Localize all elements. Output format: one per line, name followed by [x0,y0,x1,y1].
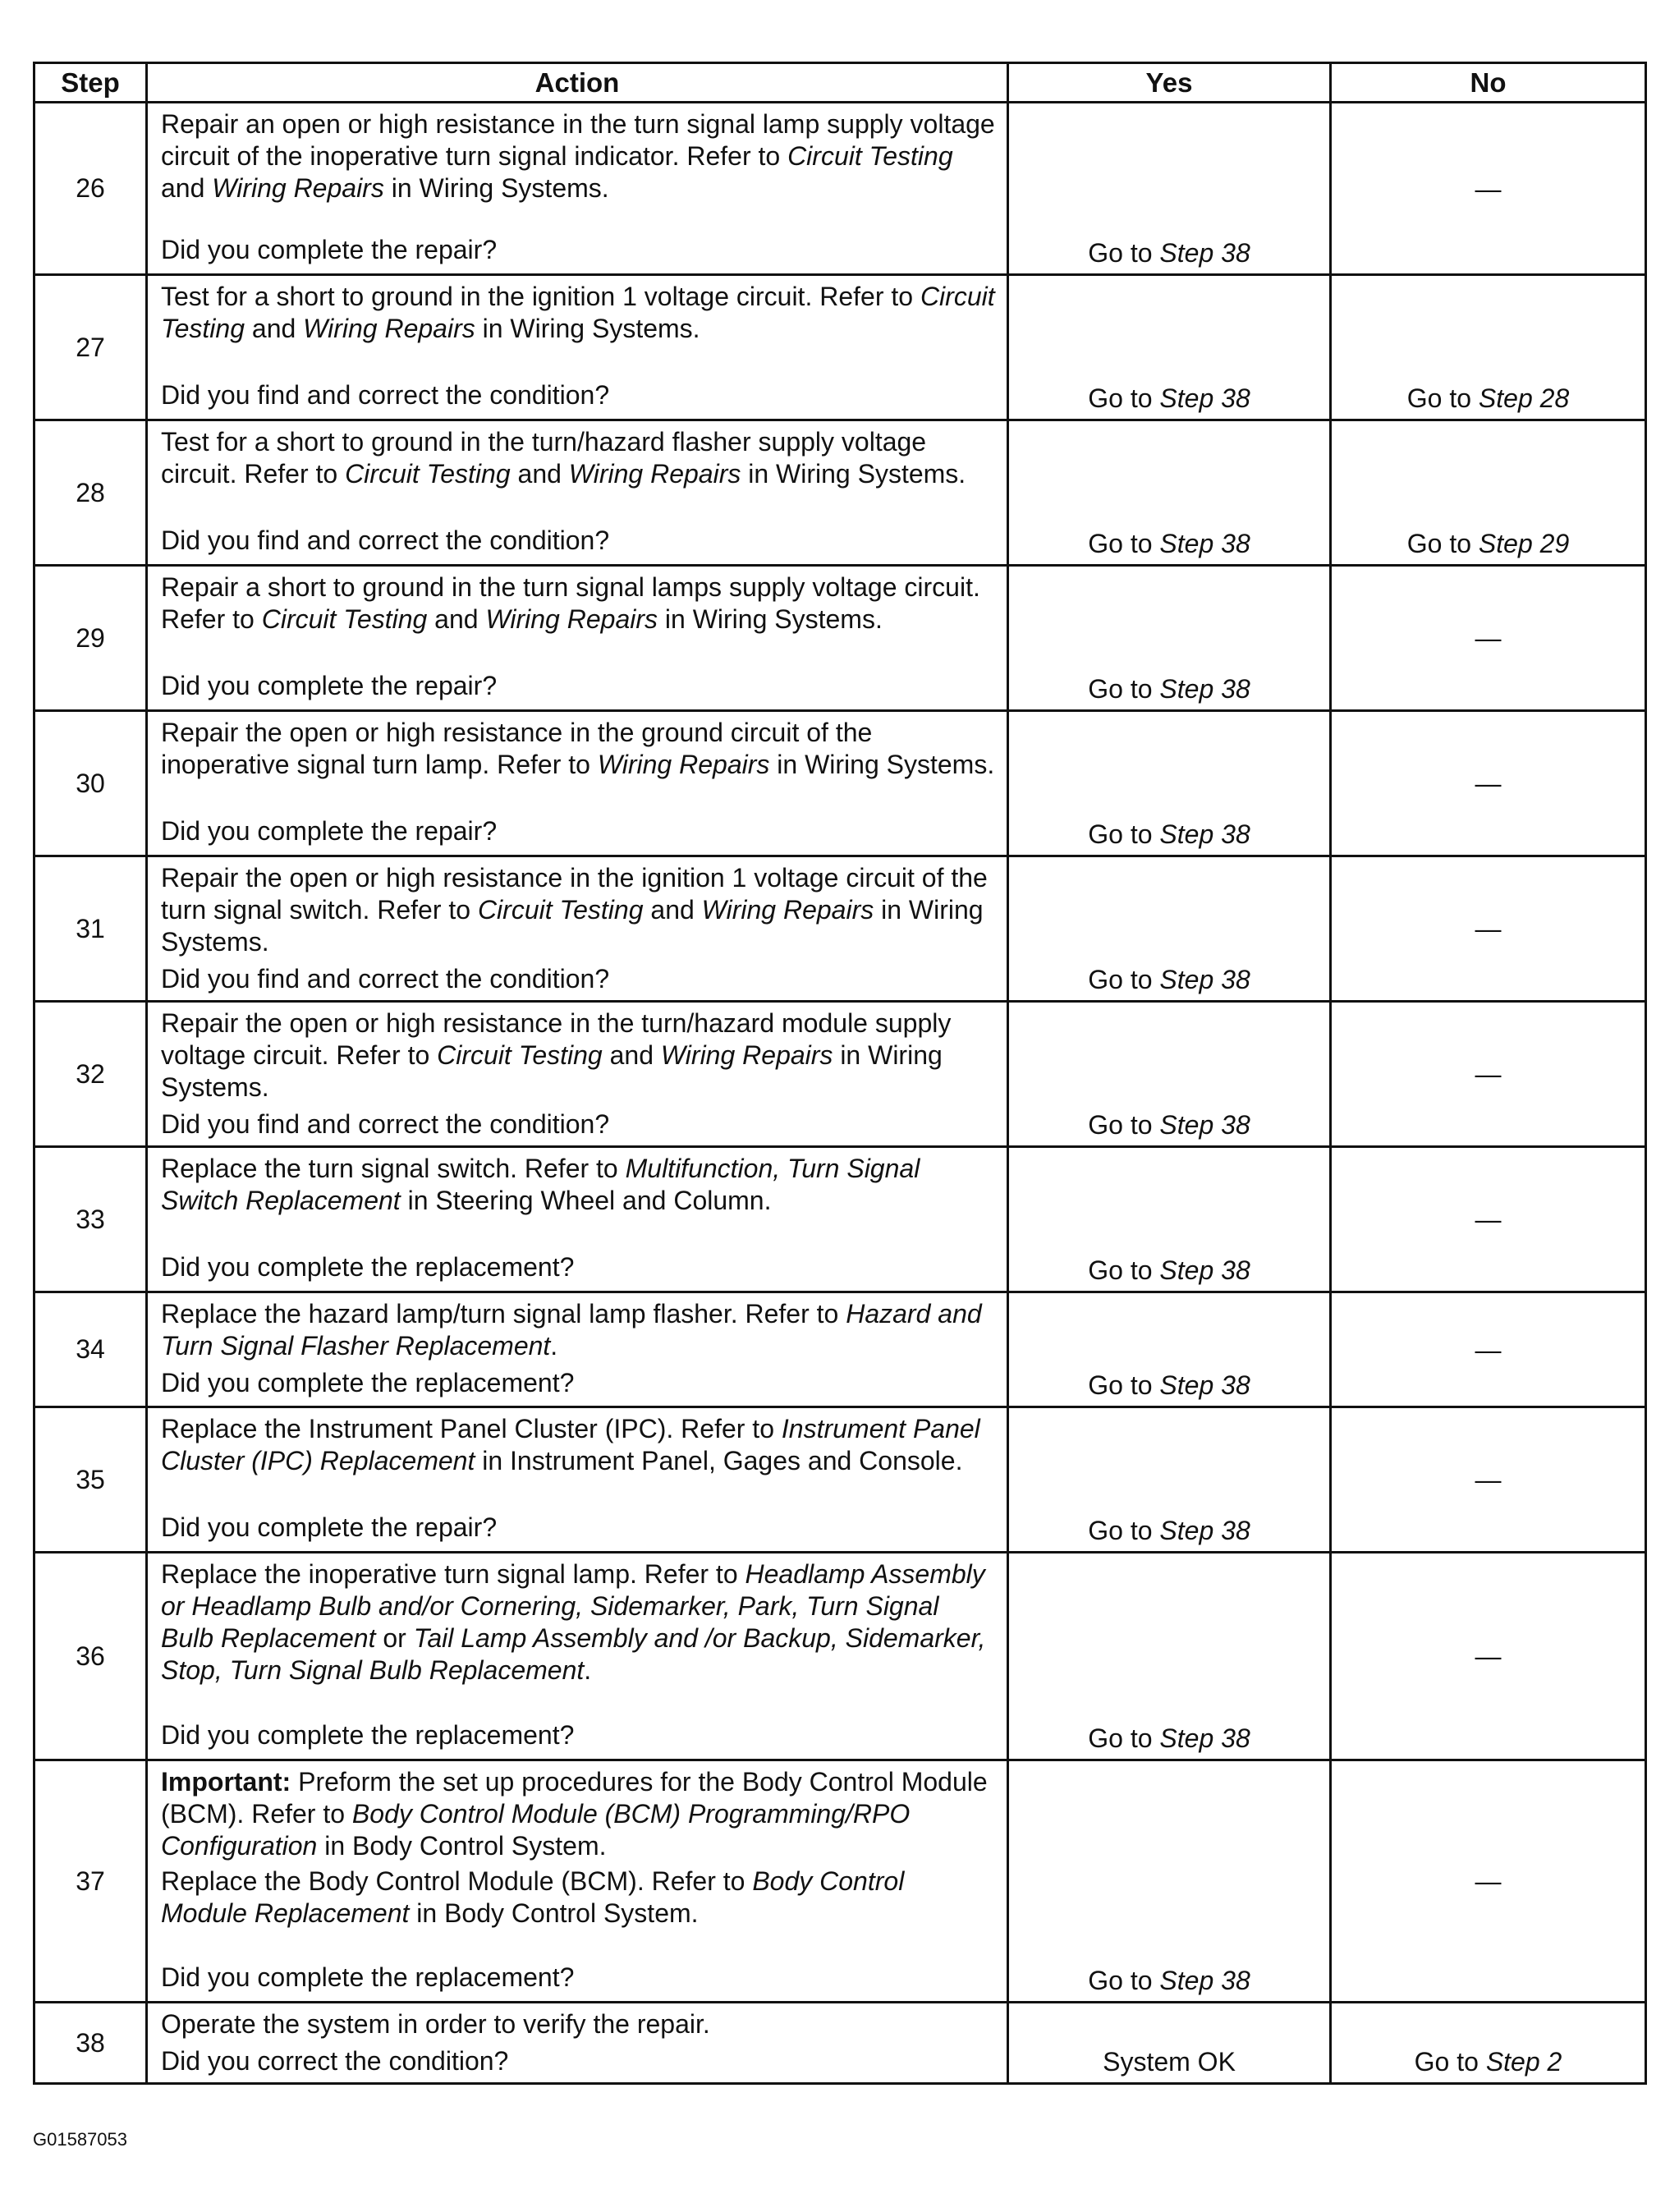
text-segment: Go to [1406,383,1479,413]
yes-result [1008,566,1331,711]
action-cell [147,1292,1008,1407]
text-segment: — [1475,1465,1502,1494]
no-result [1331,1553,1646,1760]
action-instructions [161,1766,995,1933]
table-row [34,566,1646,711]
italic-reference: Circuit Testing [161,282,995,343]
text-segment: . [584,1655,592,1685]
no-result [1331,1292,1646,1407]
text-segment: in Wiring Systems. [769,750,995,779]
instruction-paragraph [161,1766,995,1862]
action-content [161,1413,995,1544]
italic-reference: Hazard and Turn Signal Flasher Replacement [161,1299,982,1361]
italic-reference: Headlamp Assembly or Headlamp Bulb and/or Cornering, Sidemarker, Park, Turn Signal Bulb Replacement [161,1559,985,1653]
action-instructions [161,281,995,348]
yes-result [1008,711,1331,856]
text-segment: and [245,314,304,343]
action-cell [147,275,1008,420]
italic-reference: Step 38 [1159,529,1250,558]
no-result [1331,1147,1646,1292]
step-number: 30 [34,711,147,856]
instruction-paragraph [161,1558,995,1687]
action-instructions [161,1153,995,1220]
italic-reference: Circuit Testing [345,459,511,489]
action-content [161,571,995,702]
no-result [1331,2003,1646,2084]
action-cell [147,856,1008,1002]
italic-reference: Step 38 [1159,1110,1250,1140]
text-segment: in Instrument Panel, Gages and Console. [475,1446,963,1475]
yes-result [1008,2003,1331,2084]
text-segment: . [550,1331,558,1361]
table-row [34,420,1646,566]
action-instructions [161,717,995,784]
text-segment: Replace the hazard lamp/turn signal lamp flasher. Refer to [161,1299,846,1329]
header-no: No [1331,63,1646,103]
text-segment: in Wiring Systems. [658,604,883,634]
figure-id: G01587053 [33,2129,127,2150]
action-content [161,281,995,411]
text-segment: Go to [1088,965,1160,994]
italic-reference: Wiring Repairs [597,750,770,779]
no-result [1331,856,1646,1002]
action-question: Did you complete the repair? [161,1512,498,1542]
text-segment: Go to [1088,1370,1160,1400]
action-question: Did you find and correct the condition? [161,1109,610,1139]
action-instructions [161,1298,995,1365]
text-segment: Preform the set up procedures for the Body Control Module (BCM). Refer to [161,1767,988,1829]
text-segment: — [1475,1059,1502,1089]
instruction-paragraph [161,1413,995,1477]
text-segment: Repair the open or high resistance in the turn/hazard module supply voltage circuit. Refer to [161,1008,952,1070]
yes-result [1008,1407,1331,1553]
italic-reference: Step 38 [1159,1516,1250,1545]
table-body [34,103,1646,2084]
action-question: Did you complete the repair? [161,235,498,264]
instruction-paragraph [161,1866,995,1930]
text-segment: Go to [1088,674,1160,704]
italic-reference: Wiring Repairs [701,895,874,925]
step-number: 36 [34,1553,147,1760]
no-result [1331,566,1646,711]
yes-result [1008,1002,1331,1147]
action-content [161,1007,995,1140]
text-segment: in Body Control System. [317,1831,607,1861]
italic-reference: Tail Lamp Assembly and /or Backup, Sidemarker, Stop, Turn Signal Bulb Replacement [161,1623,986,1685]
action-question: Did you find and correct the condition? [161,525,610,555]
action-question: Did you find and correct the condition? [161,380,610,410]
text-segment: Go to [1088,1966,1160,1995]
table-row [34,1002,1646,1147]
text-segment: Replace the Instrument Panel Cluster (IPC). Refer to [161,1414,782,1443]
italic-reference: Wiring Repairs [660,1040,833,1070]
table-row [34,1147,1646,1292]
text-segment: — [1475,1334,1502,1365]
instruction-paragraph [161,571,995,636]
no-result [1331,711,1646,856]
step-number: 32 [34,1002,147,1147]
action-instructions [161,571,995,639]
italic-reference: Step 2 [1485,2047,1562,2077]
step-number: 35 [34,1407,147,1553]
text-segment: Replace the inoperative turn signal lamp. Refer to [161,1559,745,1589]
header-step: Step [34,63,147,103]
text-segment: Replace the Body Control Module (BCM). Refer to [161,1866,753,1896]
text-segment: — [1475,1205,1502,1234]
text-segment: — [1475,769,1502,798]
header-yes: Yes [1008,63,1331,103]
table-row [34,275,1646,420]
text-segment: and [427,604,486,634]
italic-reference: Step 29 [1478,529,1570,558]
action-question: Did you complete the replacement? [161,1252,575,1282]
text-segment: and [510,459,569,489]
instruction-paragraph [161,862,995,958]
yes-result [1008,1292,1331,1407]
text-segment: and [161,173,213,203]
no-result [1331,420,1646,566]
no-result [1331,275,1646,420]
action-content [161,1298,995,1399]
text-segment: Go to [1088,1255,1160,1285]
instruction-paragraph [161,2008,995,2040]
action-content [161,2008,995,2077]
text-segment: — [1475,1866,1502,1896]
italic-reference: Circuit Testing [437,1040,603,1070]
italic-reference: Wiring Repairs [568,459,741,489]
text-segment: Go to [1088,1516,1160,1545]
text-segment: Go to [1088,238,1160,268]
action-question: Did you find and correct the condition? [161,964,610,994]
text-segment: in Wiring Systems. [741,459,966,489]
action-cell [147,103,1008,275]
italic-reference: Body Control Module Replacement [161,1866,905,1928]
action-question: Did you complete the replacement? [161,1720,575,1750]
italic-reference: Step 38 [1159,238,1250,268]
step-number: 37 [34,1760,147,2003]
italic-reference: Step 38 [1159,1370,1250,1400]
yes-result [1008,1760,1331,2003]
text-segment: and [602,1040,661,1070]
italic-reference: Circuit Testing [787,141,953,171]
instruction-paragraph [161,426,995,490]
italic-reference: Wiring Repairs [485,604,658,634]
text-segment: Go to [1088,383,1160,413]
step-number: 27 [34,275,147,420]
instruction-paragraph [161,717,995,781]
table-row [34,2003,1646,2084]
action-cell [147,1407,1008,1553]
text-segment: Repair the open or high resistance in the ground circuit of the inoperative signal turn lamp. Refer to [161,718,873,779]
instruction-paragraph [161,281,995,345]
action-instructions [161,108,995,208]
text-segment: Go to [1406,529,1479,558]
no-result [1331,103,1646,275]
text-segment: Go to [1414,2047,1486,2077]
action-cell [147,566,1008,711]
action-instructions [161,1558,995,1690]
action-cell [147,2003,1008,2084]
yes-result [1008,1553,1331,1760]
text-segment: Repair an open or high resistance in the turn signal lamp supply voltage circuit of the inoperative turn signal indicator. Refer to [161,109,995,171]
text-segment: in Wiring Systems. [161,1040,943,1102]
action-question: Did you complete the replacement? [161,1368,575,1397]
action-content [161,862,995,995]
table-header-row [34,63,1646,103]
italic-reference: Instrument Panel Cluster (IPC) Replacement [161,1414,980,1475]
diagnostic-table [33,62,1647,2085]
action-cell [147,420,1008,566]
text-segment: Go to [1088,819,1160,849]
instruction-paragraph [161,1298,995,1362]
table-row [34,1553,1646,1760]
header-action: Action [147,63,1008,103]
table-row [34,856,1646,1002]
text-segment: — [1475,173,1502,204]
action-cell [147,1760,1008,2003]
action-question: Did you complete the repair? [161,816,498,846]
step-number: 31 [34,856,147,1002]
action-content [161,426,995,557]
italic-reference: Step 38 [1159,383,1250,413]
step-number: 26 [34,103,147,275]
text-segment: in Body Control System. [409,1898,699,1928]
action-instructions [161,2008,995,2044]
action-content [161,1153,995,1283]
action-cell [147,1002,1008,1147]
yes-result [1008,856,1331,1002]
text-segment: — [1475,623,1502,653]
text-segment: Go to [1088,1110,1160,1140]
bold-text: Important: [161,1767,291,1797]
no-result [1331,1760,1646,2003]
table-row [34,103,1646,275]
table-row [34,1760,1646,2003]
yes-result [1008,420,1331,566]
italic-reference: Step 38 [1159,1255,1250,1285]
text-segment: Repair the open or high resistance in the ignition 1 voltage circuit of the turn signal switch. Refer to [161,863,988,925]
step-number: 34 [34,1292,147,1407]
action-instructions [161,1413,995,1480]
no-result [1331,1407,1646,1553]
italic-reference: Step 28 [1478,383,1570,413]
text-segment: in Wiring Systems. [161,895,984,957]
text-segment: Test for a short to ground in the turn/hazard flasher supply voltage circuit. Refer to [161,427,927,489]
step-number: 33 [34,1147,147,1292]
text-segment: Test for a short to ground in the ignition 1 voltage circuit. Refer to [161,282,920,311]
text-segment: Go to [1088,529,1160,558]
text-segment: Operate the system in order to verify the repair. [161,2009,710,2039]
action-question: Did you correct the condition? [161,2046,509,2076]
text-segment: and [643,895,702,925]
italic-reference: Multifunction, Turn Signal Switch Replacement [161,1154,920,1215]
action-instructions [161,862,995,961]
italic-reference: Circuit Testing [477,895,644,925]
action-instructions [161,426,995,493]
instruction-paragraph [161,108,995,204]
instruction-paragraph [161,1153,995,1217]
italic-reference: Wiring Repairs [212,173,384,203]
instruction-paragraph [161,1007,995,1104]
action-question: Did you complete the replacement? [161,1962,575,1992]
italic-reference: Step 38 [1159,965,1250,994]
text-segment: in Wiring Systems. [475,314,700,343]
action-cell [147,711,1008,856]
action-instructions [161,1007,995,1107]
text-segment: Replace the turn signal switch. Refer to [161,1154,626,1183]
action-cell [147,1553,1008,1760]
yes-result [1008,103,1331,275]
text-segment: or [375,1623,414,1653]
action-content [161,108,995,266]
table-row [34,1292,1646,1407]
action-content [161,717,995,847]
italic-reference: Circuit Testing [261,604,428,634]
table-row [34,711,1646,856]
text-segment: Go to [1088,1723,1160,1753]
action-cell [147,1147,1008,1292]
text-segment: in Wiring Systems. [383,173,609,203]
text-segment: System OK [1103,2047,1236,2077]
text-segment: Repair a short to ground in the turn signal lamps supply voltage circuit. Refer to [161,572,980,634]
text-segment: — [1475,1641,1502,1671]
text-segment: in Steering Wheel and Column. [400,1186,772,1215]
action-content [161,1766,995,1994]
table-row [34,1407,1646,1553]
italic-reference: Wiring Repairs [303,314,475,343]
action-question: Did you complete the repair? [161,671,498,700]
italic-reference: Step 38 [1159,674,1250,704]
yes-result [1008,1147,1331,1292]
step-number: 28 [34,420,147,566]
text-segment: — [1475,914,1502,943]
no-result [1331,1002,1646,1147]
step-number: 29 [34,566,147,711]
italic-reference: Step 38 [1159,1723,1250,1753]
italic-reference: Step 38 [1159,1966,1250,1995]
step-number: 38 [34,2003,147,2084]
italic-reference: Body Control Module (BCM) Programming/RPO Configuration [161,1799,911,1861]
yes-result [1008,275,1331,420]
italic-reference: Step 38 [1159,819,1250,849]
action-content [161,1558,995,1751]
